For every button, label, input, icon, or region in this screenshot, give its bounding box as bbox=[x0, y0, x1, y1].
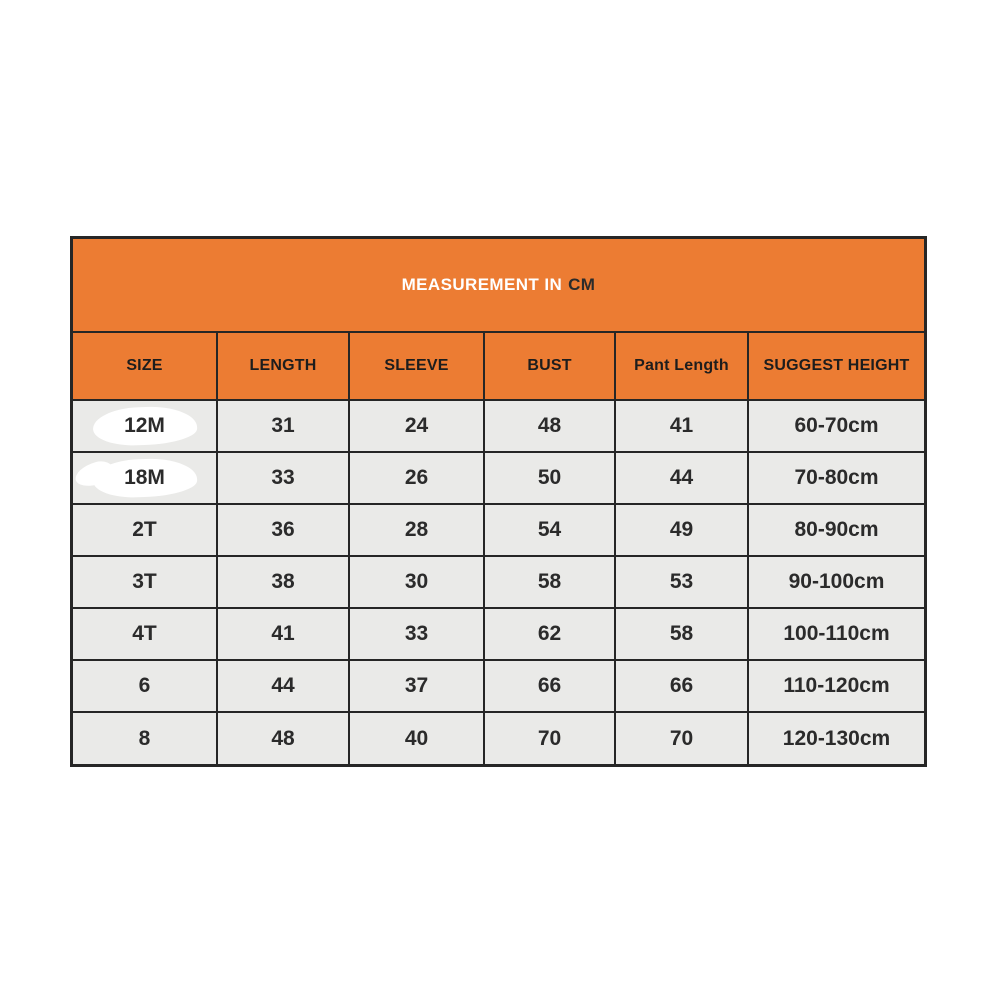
length-cell: 48 bbox=[217, 712, 349, 764]
suggest-height-cell: 110-120cm bbox=[748, 660, 924, 712]
length-cell: 41 bbox=[217, 608, 349, 660]
sleeve-cell: 28 bbox=[349, 504, 484, 556]
column-header-suggest-height: SUGGEST HEIGHT bbox=[748, 333, 924, 400]
pant-length-cell: 41 bbox=[615, 400, 748, 452]
table-row-18m bbox=[73, 452, 924, 504]
length-cell: 36 bbox=[217, 504, 349, 556]
pant-length-cell: 49 bbox=[615, 504, 748, 556]
sleeve-cell: 26 bbox=[349, 452, 484, 504]
table-row-8 bbox=[73, 712, 924, 764]
chart-title-unit: CM bbox=[568, 275, 596, 294]
size-value: 12M bbox=[124, 414, 165, 437]
length-cell: 33 bbox=[217, 452, 349, 504]
table-row-4t bbox=[73, 608, 924, 660]
pant-length-cell: 44 bbox=[615, 452, 748, 504]
size-cell bbox=[73, 452, 217, 504]
length-cell: 44 bbox=[217, 660, 349, 712]
table-row-6 bbox=[73, 660, 924, 712]
pant-length-cell: 70 bbox=[615, 712, 748, 764]
table-row-3t bbox=[73, 556, 924, 608]
size-cell bbox=[73, 712, 217, 764]
length-cell: 38 bbox=[217, 556, 349, 608]
bust-cell: 62 bbox=[484, 608, 615, 660]
pant-length-cell: 58 bbox=[615, 608, 748, 660]
suggest-height-cell: 70-80cm bbox=[748, 452, 924, 504]
suggest-height-cell: 120-130cm bbox=[748, 712, 924, 764]
pant-length-cell: 53 bbox=[615, 556, 748, 608]
bust-cell: 66 bbox=[484, 660, 615, 712]
bust-cell: 54 bbox=[484, 504, 615, 556]
measurement-table bbox=[73, 333, 924, 764]
bust-cell: 48 bbox=[484, 400, 615, 452]
sleeve-cell: 40 bbox=[349, 712, 484, 764]
size-chart-table bbox=[70, 236, 927, 767]
table-row-12m bbox=[73, 400, 924, 452]
sleeve-cell: 24 bbox=[349, 400, 484, 452]
size-cell bbox=[73, 400, 217, 452]
length-cell: 31 bbox=[217, 400, 349, 452]
bust-cell: 70 bbox=[484, 712, 615, 764]
suggest-height-cell: 100-110cm bbox=[748, 608, 924, 660]
column-header-pant-length: Pant Length bbox=[615, 333, 748, 400]
sleeve-cell: 30 bbox=[349, 556, 484, 608]
column-header-size: SIZE bbox=[73, 333, 217, 400]
header-row bbox=[73, 333, 924, 400]
bust-cell: 50 bbox=[484, 452, 615, 504]
suggest-height-cell: 90-100cm bbox=[748, 556, 924, 608]
pant-length-cell: 66 bbox=[615, 660, 748, 712]
chart-title-main: MEASUREMENT IN bbox=[401, 275, 563, 294]
size-cell bbox=[73, 504, 217, 556]
column-header-length: LENGTH bbox=[217, 333, 349, 400]
size-value: 18M bbox=[124, 466, 165, 489]
size-value: 3T bbox=[132, 570, 157, 593]
bust-cell: 58 bbox=[484, 556, 615, 608]
sleeve-cell: 33 bbox=[349, 608, 484, 660]
size-value: 4T bbox=[132, 622, 157, 645]
size-value: 8 bbox=[138, 726, 151, 750]
size-value: 2T bbox=[132, 518, 157, 541]
size-value: 6 bbox=[138, 674, 151, 697]
table-row-2t bbox=[73, 504, 924, 556]
sleeve-cell: 37 bbox=[349, 660, 484, 712]
size-cell bbox=[73, 608, 217, 660]
column-header-sleeve: SLEEVE bbox=[349, 333, 484, 400]
suggest-height-cell: 60-70cm bbox=[748, 400, 924, 452]
chart-title bbox=[73, 239, 924, 333]
size-cell bbox=[73, 556, 217, 608]
suggest-height-cell: 80-90cm bbox=[748, 504, 924, 556]
column-header-bust: BUST bbox=[484, 333, 615, 400]
size-cell bbox=[73, 660, 217, 712]
